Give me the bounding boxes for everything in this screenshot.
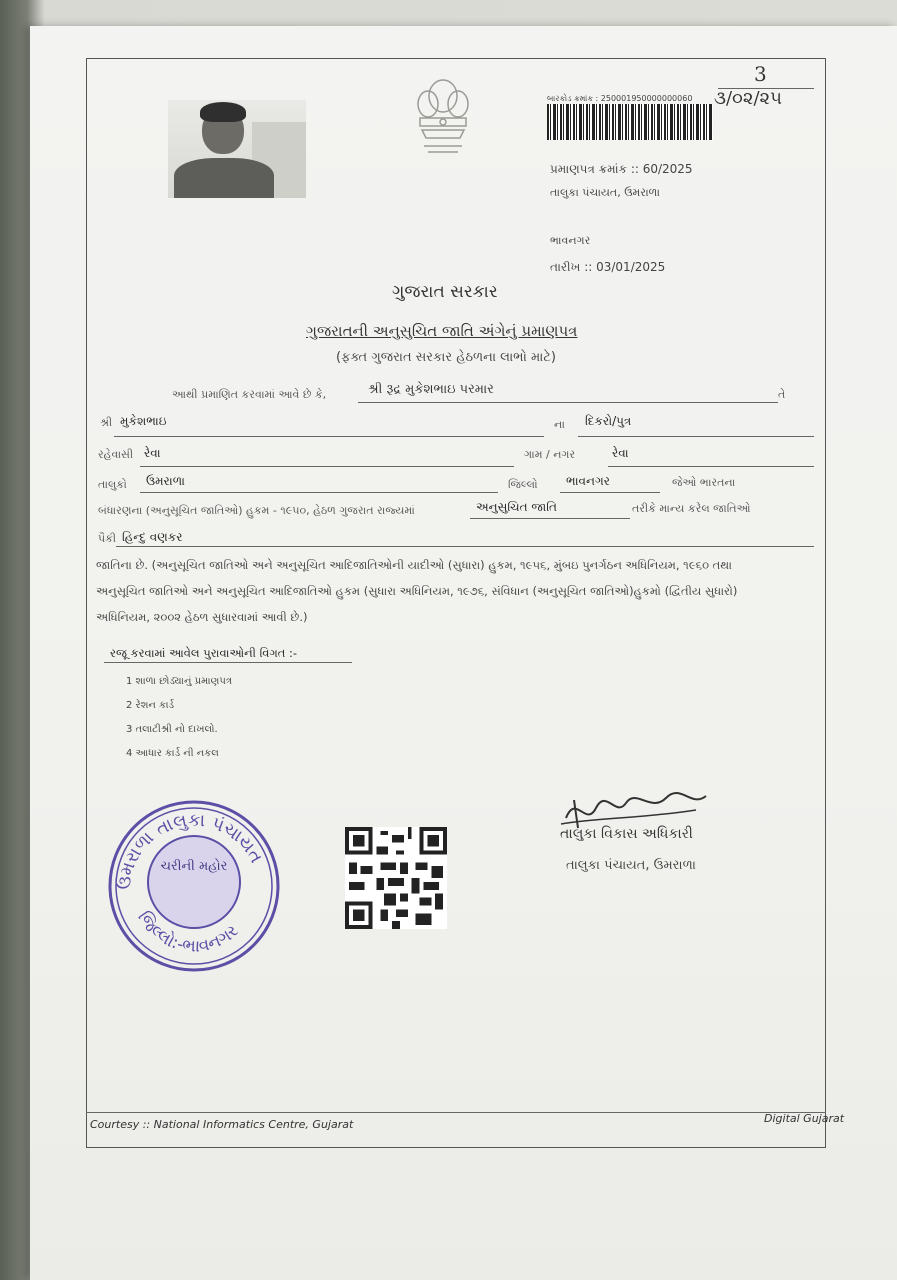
seal-outer-top: ઉમરાળા તાલુકા પંચાયત (113, 809, 267, 891)
category-underline (470, 518, 630, 519)
footer-courtesy: Courtesy :: National Informatics Centre, Gujarat (90, 1118, 354, 1131)
village-label: ગામ / નગર (524, 448, 576, 461)
footer-brand: Digital Gujarat (764, 1112, 845, 1125)
caste-underline (116, 546, 814, 547)
certificate-number: પ્રમાણપત્ર ક્રમાંક :: 60/2025 (550, 162, 693, 176)
government-title: ગુજરાત સરકાર (392, 282, 498, 302)
certificate-border (86, 58, 826, 1148)
taluka-label: તાલુકો (98, 478, 127, 491)
officer-title: તાલુકા વિકાસ અધિકારી (560, 826, 693, 842)
resident-label: રહેવાસી (98, 448, 134, 461)
panchayat-seal (104, 798, 284, 974)
evidence-heading: રજૂ કરવામાં આવેલ પુરાવાઓની વિગત :- (110, 646, 298, 660)
relation: દિકરો/પુત્ર (585, 414, 632, 428)
officer-office: તાલુકા પંચાયત, ઉમરાળા (566, 858, 696, 873)
evidence-item-4: 4 આધાર કાર્ડ ની નકલ (126, 748, 219, 759)
qr-code (345, 826, 447, 930)
shri-label: શ્રી (100, 416, 113, 429)
resident-value: રેવા (144, 446, 161, 460)
applicant-photo (168, 100, 306, 198)
national-emblem-icon (408, 74, 478, 174)
legal-para-line-2: અનુસૂચિત જાતિઓ અને અનુસૂચિત આદિજાતિઓ હુકમ (સુધારા અધિનિયમ, ૧૯૭૬, સંવિધાન (અનુસૂચિત જાતિઓ)હુકમો (દ્વિતીય સુધારો) (96, 584, 738, 598)
issuer-line-1: તાલુકા પંચાયત, ઉમરાળા (550, 186, 660, 199)
handwritten-number-top: 3 (754, 62, 767, 86)
taluka-underline (140, 492, 498, 493)
taluka-value: ઉમરાળા (146, 474, 185, 488)
barcode-label: બારકોડ ક્રમાંક : 250001950000000060 (547, 94, 693, 103)
father-name: મુકેશભાઇ (120, 414, 167, 428)
legal-para-line-3: અધિનિયમ, ૨૦૦૨ હેઠળ સુધારવામાં આવી છે.) (96, 610, 308, 624)
constitution-text: બંધારણના (અનુસૂચિત જાતિઓ) હુકમ - ૧૯૫૦, હેઠળ ગુજરાત રાજ્યમાં (98, 504, 415, 517)
caste-label: પૈકી (98, 532, 117, 545)
certificate-title: ગુજરાતની અનુસુચિત જાતિ અંગેનું પ્રમાણપત્ર (306, 322, 578, 340)
relation-underline (578, 436, 814, 437)
district-label: જિલ્લો (508, 478, 538, 491)
village-value: રેવા (612, 446, 629, 460)
recognized-text: તરીકે માન્ય કરેલ જાતિઓ (632, 502, 751, 515)
issue-date: તારીખ :: 03/01/2025 (550, 260, 666, 274)
seal-inner-text: ચરીની મહોર (160, 859, 228, 874)
village-underline (608, 466, 814, 467)
handwritten-divider (718, 88, 814, 89)
name-underline (358, 402, 778, 403)
evidence-item-2: 2 રેશન કાર્ડ (126, 700, 175, 711)
legal-para-line-1: જાતિના છે. (અનુસૂચિત જાતિઓ અને અનુસૂચિત આદિજાતિઓની યાદીઓ (સુધારા) હુકમ, ૧૯૫૬, મુંબઇ પુનર્ગઠન અધિનિયમ, ૧૯૬૦ તથા (96, 558, 732, 572)
who-label: જેઓ ભારતના (672, 476, 736, 489)
father-underline (114, 436, 544, 437)
caste-value: હિન્દુ વણકર (122, 530, 183, 544)
evidence-item-3: 3 તલાટીશ્રી નો દાખલો. (126, 724, 218, 735)
barcode (547, 104, 713, 140)
evidence-item-1: 1 શાળા છોડ્યાનું પ્રમાણપત્ર (126, 676, 232, 687)
applicant-name: શ્રી રૂદ્ર મુકેશભાઇ પરમાર (368, 382, 494, 397)
district-value: ભાવનગર (566, 474, 610, 488)
that-suffix: તે (778, 388, 786, 401)
footer-divider (86, 1112, 826, 1113)
issuer-line-2: ભાવનગર (550, 234, 591, 247)
certificate-subtitle: (ફક્ત ગુજરાત સરકાર હેઠળના લાભો માટે) (336, 350, 556, 365)
handwritten-number-bottom: ૩/૦૨/૨૫ (714, 88, 782, 109)
evidence-heading-underline (104, 662, 352, 663)
category-value: અનુસુચિત જાતિ (476, 500, 557, 514)
certify-prefix: આથી પ્રમાણિત કરવામાં આવે છે કે, (172, 388, 327, 401)
seal-outer-bottom: જિલ્લો:-ભાવનગર (133, 907, 243, 957)
district-underline (560, 492, 660, 493)
son-of-label: ના (554, 418, 565, 431)
resident-underline (140, 466, 514, 467)
officer-signature (556, 788, 716, 858)
